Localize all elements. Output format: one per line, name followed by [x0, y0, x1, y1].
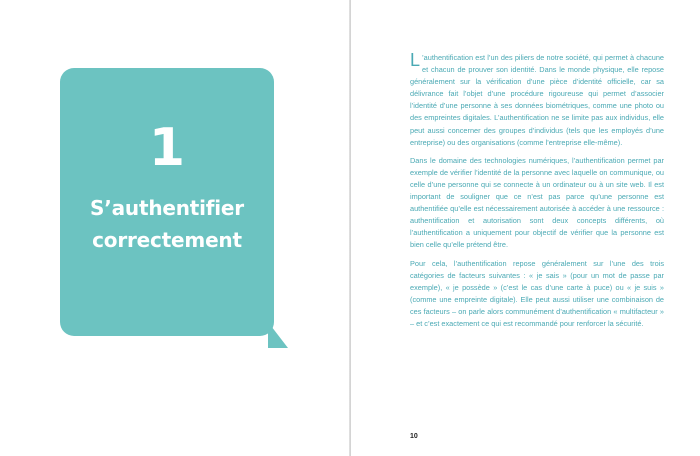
- paragraph-2: Dans le domaine des technologies numériques, l’authentification permet par exemple de vérifier l’identité de la personne avec laquelle on communique, ou celle d’une personne qui se connecte à un ordinateur ou à un site web. Il est important de souligner que ce n’est pas parce qu’une personne est authentifiée qu’elle est nécessairement autorisée à accéder à une ressource : authentification et autorisation sont deux concepts différents, où l’authentification a uniquement pour objectif de vérifier que la personne est bien celle qu’elle prétend être.: [410, 155, 664, 250]
- chapter-title-line-1: S’authentifier: [90, 196, 244, 220]
- paragraph-1-text: ’authentification est l’un des piliers de notre société, qui permet à chacune et chacun de prouver son identité. Dans le monde physique, elle repose généralement sur la vérification d’une pièce d’identité officielle, car sa délivrance fait l’objet d’une procédure rigoureuse qui permet d’associer l’identité d’une personne à ses données biométriques, comme une photo ou des empreintes digitales. L’authentification ne se limite pas aux individus, elle peut aussi concerner des groupes d’individus (tels que les employés d’une entreprise) ou des organisations (comme l’entreprise elle-même).: [410, 53, 664, 147]
- paragraph-1: [410, 52, 664, 149]
- body-text: [410, 52, 664, 336]
- paragraph-3: Pour cela, l’authentification repose généralement sur l’une des trois catégories de facteurs suivantes : « je sais » (pour un mot de passe par exemple), « je possède » (c’est le cas d’une carte à puce) ou « je suis » (comme une empreinte digitale). Elle peut aussi utiliser une combinaison de ces facteurs – on parle alors communément d’authentification « multifacteur » – et c’est exactement ce qui est recommandé pour renforcer la sécurité.: [410, 258, 664, 328]
- drop-cap: L: [410, 50, 421, 70]
- chapter-number: 1: [148, 118, 186, 178]
- chapter-title-line-2: correctement: [92, 228, 242, 252]
- chapter-title: [60, 192, 274, 256]
- page-number: 10: [410, 433, 418, 440]
- speech-bubble-tail: [268, 322, 288, 348]
- right-page: [351, 0, 700, 456]
